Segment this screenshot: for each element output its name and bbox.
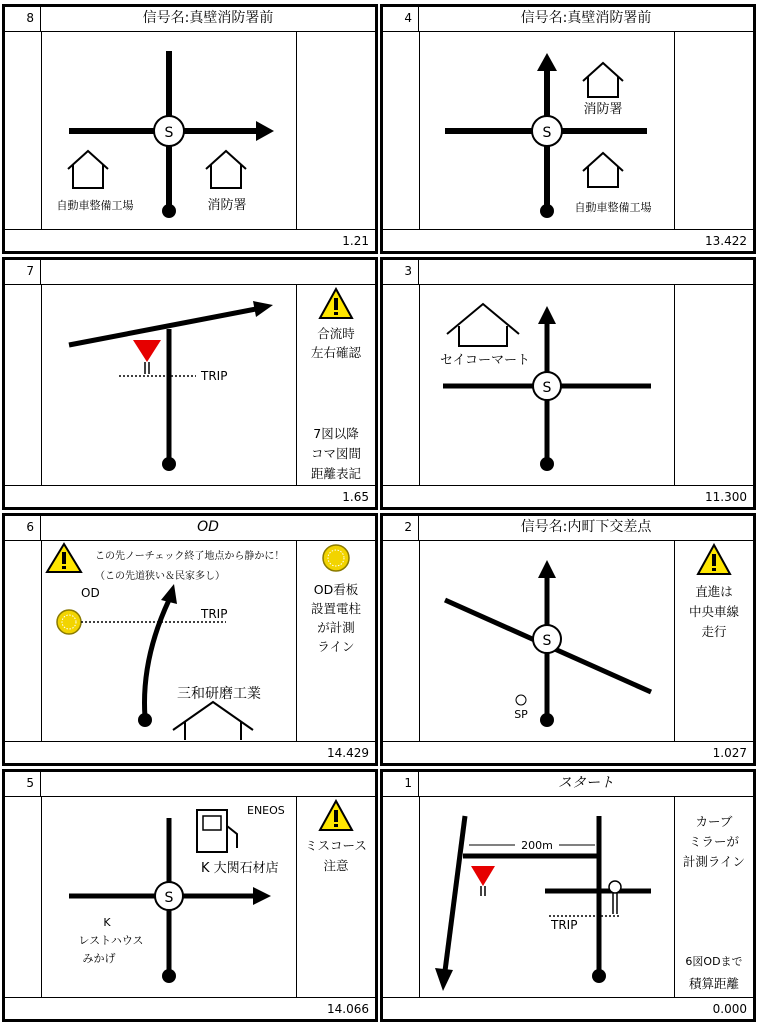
building-label: 自動車整備工場 (56, 199, 134, 212)
note-text: 積算距離 (688, 976, 739, 991)
note-text: コマ図間 (310, 446, 361, 461)
curve-mirror-icon (609, 881, 621, 893)
note-text: 設置電柱 (310, 601, 361, 616)
intersection-diagram (41, 31, 299, 229)
intersection-diagram (419, 796, 677, 997)
start-dot (162, 204, 176, 218)
signal-name: 信号名:真壁消防署前 (520, 10, 652, 26)
frame-number: 5 (5, 772, 41, 796)
left-column (5, 796, 42, 997)
frame-3 (380, 257, 756, 510)
start-dot (540, 713, 554, 727)
frame-6 (2, 513, 378, 766)
building-label: 自動車整備工場 (574, 201, 652, 214)
note-text: OD看板 (313, 582, 359, 597)
intersection-diagram (41, 540, 299, 741)
building-label: K 大関石材店 (201, 861, 279, 876)
stop-sign-icon (133, 340, 161, 362)
route-arrow-head (253, 887, 271, 905)
note-text: 6図ODまで (685, 955, 743, 968)
frame-header (383, 260, 753, 285)
intersection-diagram (419, 31, 677, 229)
distance: 1.027 (383, 741, 753, 763)
frame-title (41, 260, 375, 284)
notes-column (296, 796, 375, 997)
warning-icon (318, 287, 354, 321)
od-sign-icon (321, 543, 351, 573)
note-text: ミスコース (305, 838, 367, 853)
frame-7 (2, 257, 378, 510)
distance: 14.066 (5, 997, 375, 1019)
start-dot (592, 969, 606, 983)
frame-header (5, 7, 375, 32)
house-icon (583, 63, 623, 97)
route-arrow-head (253, 301, 273, 317)
house-icon (447, 304, 519, 346)
road-curve (145, 600, 170, 717)
frame-number: 4 (383, 7, 419, 31)
left-column (383, 31, 420, 229)
left-column (5, 284, 42, 485)
frame-header (383, 516, 753, 541)
frame-1 (380, 769, 756, 1022)
building-label: K (103, 916, 111, 929)
start-dot (540, 204, 554, 218)
roundabout-label: S (542, 125, 552, 141)
intersection-diagram (41, 284, 299, 485)
frame-header (5, 516, 375, 541)
warning-icon (696, 543, 732, 577)
building-label: 消防署 (207, 198, 247, 213)
trip-label: TRIP (201, 607, 228, 621)
notes-column (674, 540, 753, 741)
start-dot (540, 457, 554, 471)
od-sign-icon (57, 610, 81, 634)
building-label: 三和研磨工業 (177, 686, 261, 702)
building-label: レストハウス (78, 934, 144, 947)
stop-sign-icon (471, 866, 495, 886)
notes-column (296, 284, 375, 485)
intersection-diagram (419, 540, 677, 741)
note-text: ライン (317, 639, 355, 654)
note-text: 注意 (323, 858, 349, 873)
building-label: みかげ (82, 952, 116, 965)
roundabout-label: S (542, 380, 552, 396)
note-text: カーブ (695, 814, 733, 829)
left-column (5, 31, 42, 229)
note-text: 左右確認 (310, 345, 361, 360)
warning-text: （この先道狭い＆民家多し） (95, 571, 225, 582)
route-arrow-head (435, 968, 453, 991)
frame-header (5, 260, 375, 285)
note-text: 走行 (701, 624, 727, 639)
notes-column (674, 284, 753, 485)
start-dot (138, 713, 152, 727)
start-dot (162, 457, 176, 471)
frame-header (383, 772, 753, 797)
signal-name: 信号名:真壁消防署前 (142, 10, 274, 26)
house-icon (583, 153, 623, 187)
note-text: 7図以降 (313, 426, 359, 441)
note-text: が計測 (317, 620, 355, 635)
frame-number: 6 (5, 516, 41, 540)
notes-column (296, 31, 375, 229)
notes-column (296, 540, 375, 741)
warning-icon (318, 799, 354, 833)
distance: 1.21 (5, 229, 375, 251)
frame-number: 2 (383, 516, 419, 540)
roundabout-label: S (164, 890, 174, 906)
sp-label: SP (514, 708, 528, 721)
frame-title (41, 772, 375, 796)
trip-label: TRIP (551, 918, 578, 932)
trip-label: TRIP (201, 369, 228, 383)
distance: 11.300 (383, 485, 753, 507)
frame-title: スタート (558, 775, 614, 791)
distance: 1.65 (5, 485, 375, 507)
intersection-diagram (419, 284, 677, 485)
frame-4 (380, 4, 756, 254)
distance: 0.000 (383, 997, 753, 1019)
frame-title: OD (197, 519, 219, 535)
note-text: 計測ライン (682, 854, 746, 869)
note-text: 距離表記 (310, 466, 361, 481)
road-main (69, 309, 256, 345)
frame-5 (2, 769, 378, 1022)
house-icon (68, 151, 108, 188)
sp-marker-icon (516, 695, 526, 705)
route-arrow-head (538, 306, 556, 324)
left-column (383, 796, 420, 997)
frame-number: 7 (5, 260, 41, 284)
house-icon (173, 702, 253, 740)
left-column (383, 284, 420, 485)
note-text: 合流時 (317, 326, 355, 341)
note-text: ミラーが (688, 834, 739, 849)
signal-name: 信号名:内町下交差点 (520, 519, 652, 535)
frame-number: 3 (383, 260, 419, 284)
frame-2 (380, 513, 756, 766)
building-label: 消防署 (583, 102, 623, 117)
notes-column (674, 796, 753, 997)
intersection-diagram (41, 796, 299, 997)
note-text: 中央車線 (688, 604, 739, 619)
frame-number: 8 (5, 7, 41, 31)
distance-label: 200m (521, 839, 553, 852)
left-column (383, 540, 420, 741)
route-arrow-head (538, 560, 556, 578)
notes-column (674, 31, 753, 229)
route-arrow-head (537, 53, 557, 71)
od-label: OD (81, 586, 100, 600)
roundabout-label: S (542, 633, 552, 649)
distance: 13.422 (383, 229, 753, 251)
start-dot (162, 969, 176, 983)
building-label: セイコーマート (439, 353, 531, 368)
frame-number: 1 (383, 772, 419, 796)
roundabout-label: S (164, 125, 174, 141)
distance: 14.429 (5, 741, 375, 763)
route-arrow-head (161, 584, 177, 604)
frame-title (419, 260, 753, 284)
frame-header (383, 7, 753, 32)
road-main (445, 816, 465, 971)
frame-header (5, 772, 375, 797)
warning-text: この先ノーチェック終了地点から静かに！ (95, 551, 285, 562)
frame-8 (2, 4, 378, 254)
note-text: 直進は (695, 584, 733, 599)
eneos-label: ENEOS (247, 804, 285, 817)
house-icon (206, 151, 246, 188)
route-arrow-head (256, 121, 274, 141)
